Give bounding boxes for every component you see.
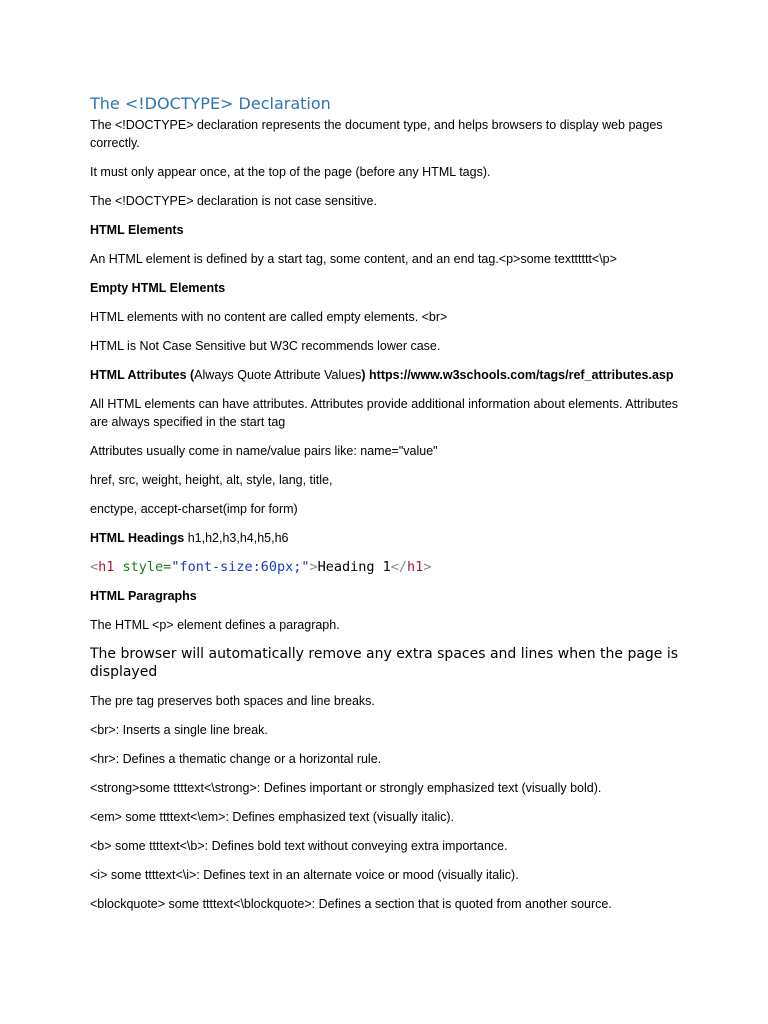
code-string: "font-size:60px;" (171, 559, 310, 575)
headings-heading-list: h1,h2,h3,h4,h5,h6 (184, 531, 289, 545)
attributes-paragraph-4: enctype, accept-charset(imp for form) (90, 502, 298, 516)
section-heading-elements: HTML Elements (90, 223, 184, 237)
attributes-heading-bold: HTML Attributes ( (90, 368, 195, 382)
doctype-paragraph-2: It must only appear once, at the top of the page (before any HTML tags). (90, 165, 491, 179)
case-sensitivity-paragraph: HTML is Not Case Sensitive but W3C recommends lower case. (90, 339, 441, 353)
browser-spaces-paragraph: The browser will automatically remove any extra spaces and lines when the page is displayed (90, 646, 679, 680)
headings-heading-bold: HTML Headings (90, 531, 185, 545)
doctype-paragraph-3: The <!DOCTYPE> declaration is not case sensitive. (90, 194, 377, 208)
b-paragraph: <b> some ttttext<\b>: Defines bold text without conveying extra importance. (90, 839, 508, 853)
document-page (90, 94, 690, 924)
attributes-paragraph-1: All HTML elements can have attributes. Attributes provide additional information about elements. Attributes are always specified in the start tag (90, 397, 679, 429)
pre-tag-paragraph: The pre tag preserves both spaces and line breaks. (90, 694, 375, 708)
code-lt: < (90, 559, 99, 575)
code-example (90, 558, 690, 576)
code-attribute: style= (114, 559, 172, 575)
code-close-gt: > (423, 559, 432, 575)
doctype-paragraph-1: The <!DOCTYPE> declaration represents the document type, and helps browsers to display web pages correctly. (90, 118, 663, 150)
code-gt: > (309, 559, 318, 575)
attributes-heading-note: Always Quote Attribute Values (194, 368, 362, 382)
empty-elements-paragraph: HTML elements with no content are called empty elements. <br> (90, 310, 448, 324)
code-text: Heading 1 (317, 559, 391, 575)
section-heading-empty-elements: Empty HTML Elements (90, 281, 226, 295)
section-heading-attributes (90, 366, 690, 384)
hr-paragraph: <hr>: Defines a thematic change or a horizontal rule. (90, 752, 382, 766)
attributes-paragraph-2: Attributes usually come in name/value pairs like: name="value" (90, 444, 438, 458)
attributes-paragraph-3: href, src, weight, height, alt, style, lang, title, (90, 473, 333, 487)
paragraphs-paragraph: The HTML <p> element defines a paragraph. (90, 618, 340, 632)
i-paragraph: <i> some ttttext<\i>: Defines text in an alternate voice or mood (visually italic). (90, 868, 519, 882)
code-tag-close: h1 (407, 559, 424, 575)
elements-paragraph: An HTML element is defined by a start tag, some content, and an end tag.<p>some textttttt<\p> (90, 252, 617, 266)
code-tag-open: h1 (98, 559, 115, 575)
em-paragraph: <em> some ttttext<\em>: Defines emphasized text (visually italic). (90, 810, 455, 824)
page-title: The <!DOCTYPE> Declaration (90, 94, 331, 113)
blockquote-paragraph: <blockquote> some ttttext<\blockquote>: Defines a section that is quoted from another source. (90, 897, 612, 911)
strong-paragraph: <strong>some ttttext<\strong>: Defines important or strongly emphasized text (visually bold). (90, 781, 602, 795)
section-heading-paragraphs: HTML Paragraphs (90, 589, 197, 603)
code-close-lt: </ (390, 559, 408, 575)
br-paragraph: <br>: Inserts a single line break. (90, 723, 268, 737)
section-heading-headings (90, 529, 690, 547)
attributes-heading-link: ) https://www.w3schools.com/tags/ref_attributes.asp (361, 368, 674, 382)
